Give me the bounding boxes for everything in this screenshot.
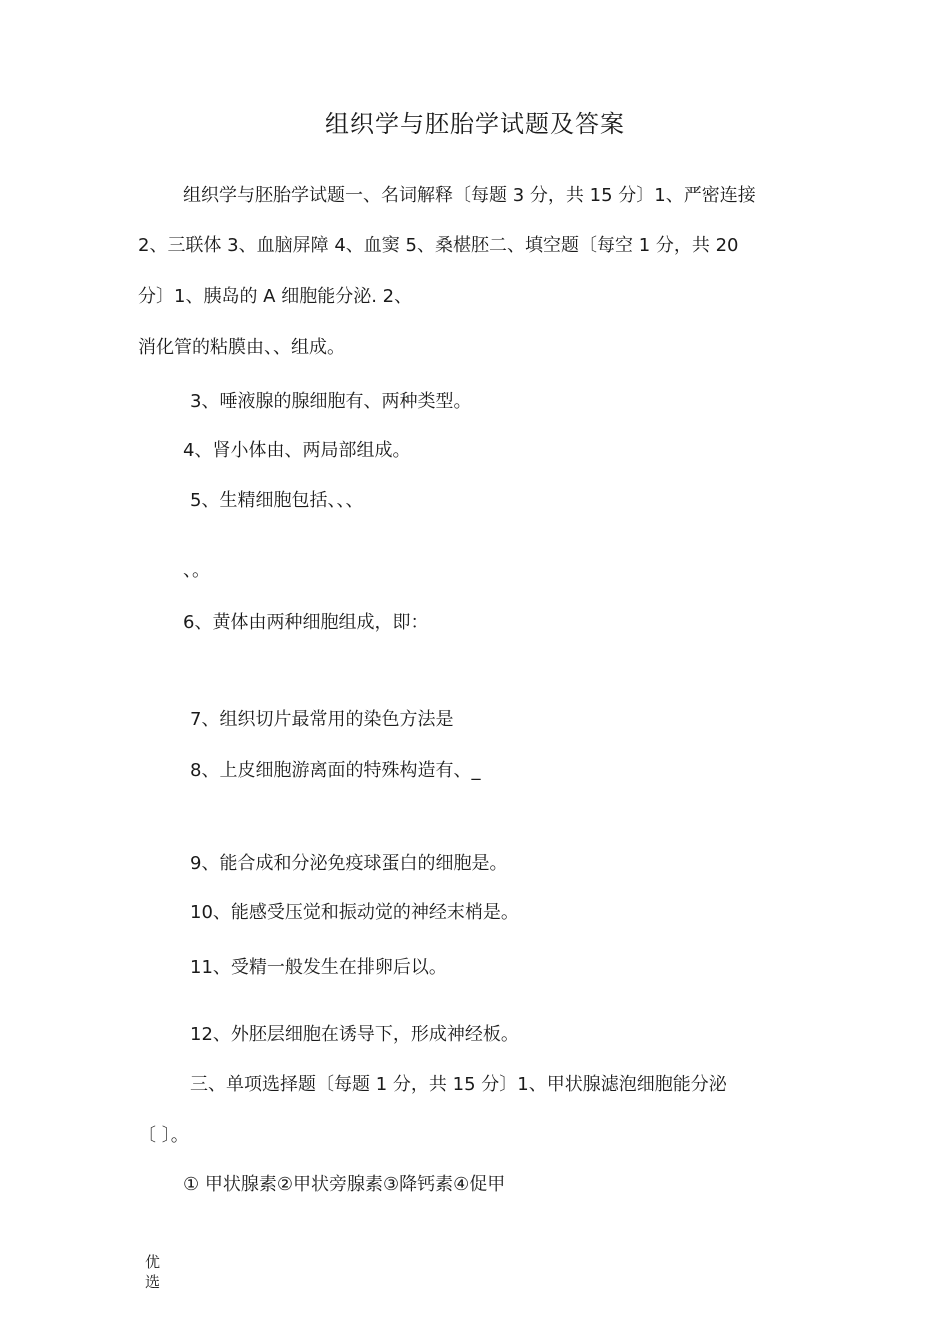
text-line: 12、外胚层细胞在诱导下，形成神经板。	[190, 1024, 519, 1045]
text-line: 11、受精一般发生在排卵后以。	[190, 957, 447, 978]
text-line: 9、能合成和分泌免疫球蛋白的细胞是。	[190, 853, 508, 874]
text-line: 组织学与胚胎学试题一、名词解释〔每题 3 分，共 15 分〕1、严密连接	[183, 185, 756, 206]
text-line: 、。	[183, 560, 210, 581]
text-line: 8、上皮细胞游离面的特殊构造有、_	[190, 760, 481, 781]
text-line: 三、单项选择题〔每题 1 分，共 15 分〕1、甲状腺滤泡细胞能分泌	[190, 1074, 727, 1095]
text-line: 10、能感受压觉和振动觉的神经末梢是。	[190, 902, 519, 923]
document-title: 组织学与胚胎学试题及答案	[325, 110, 625, 138]
text-line: 2、三联体 3、血脑屏障 4、血窦 5、桑椹胚二、填空题〔每空 1 分，共 20	[138, 235, 739, 256]
text-line: 5、生精细胞包括、、、	[190, 490, 364, 511]
text-line: 分〕1、胰岛的 A 细胞能分泌. 2、	[138, 286, 413, 307]
text-line: 消化管的粘膜由、、组成。	[138, 337, 345, 358]
text-line: 6、黄体由两种细胞组成，即：	[183, 612, 429, 633]
text-line: 7、组织切片最常用的染色方法是	[190, 709, 454, 730]
text-line: ① 甲状腺素②甲状旁腺素③降钙素④促甲	[183, 1174, 506, 1195]
text-line: 3、唾液腺的腺细胞有、两种类型。	[190, 391, 472, 412]
page-footer: 优选	[145, 1253, 161, 1291]
text-line: 4、肾小体由、两局部组成。	[183, 440, 411, 461]
text-line: 〔 〕。	[138, 1125, 189, 1146]
